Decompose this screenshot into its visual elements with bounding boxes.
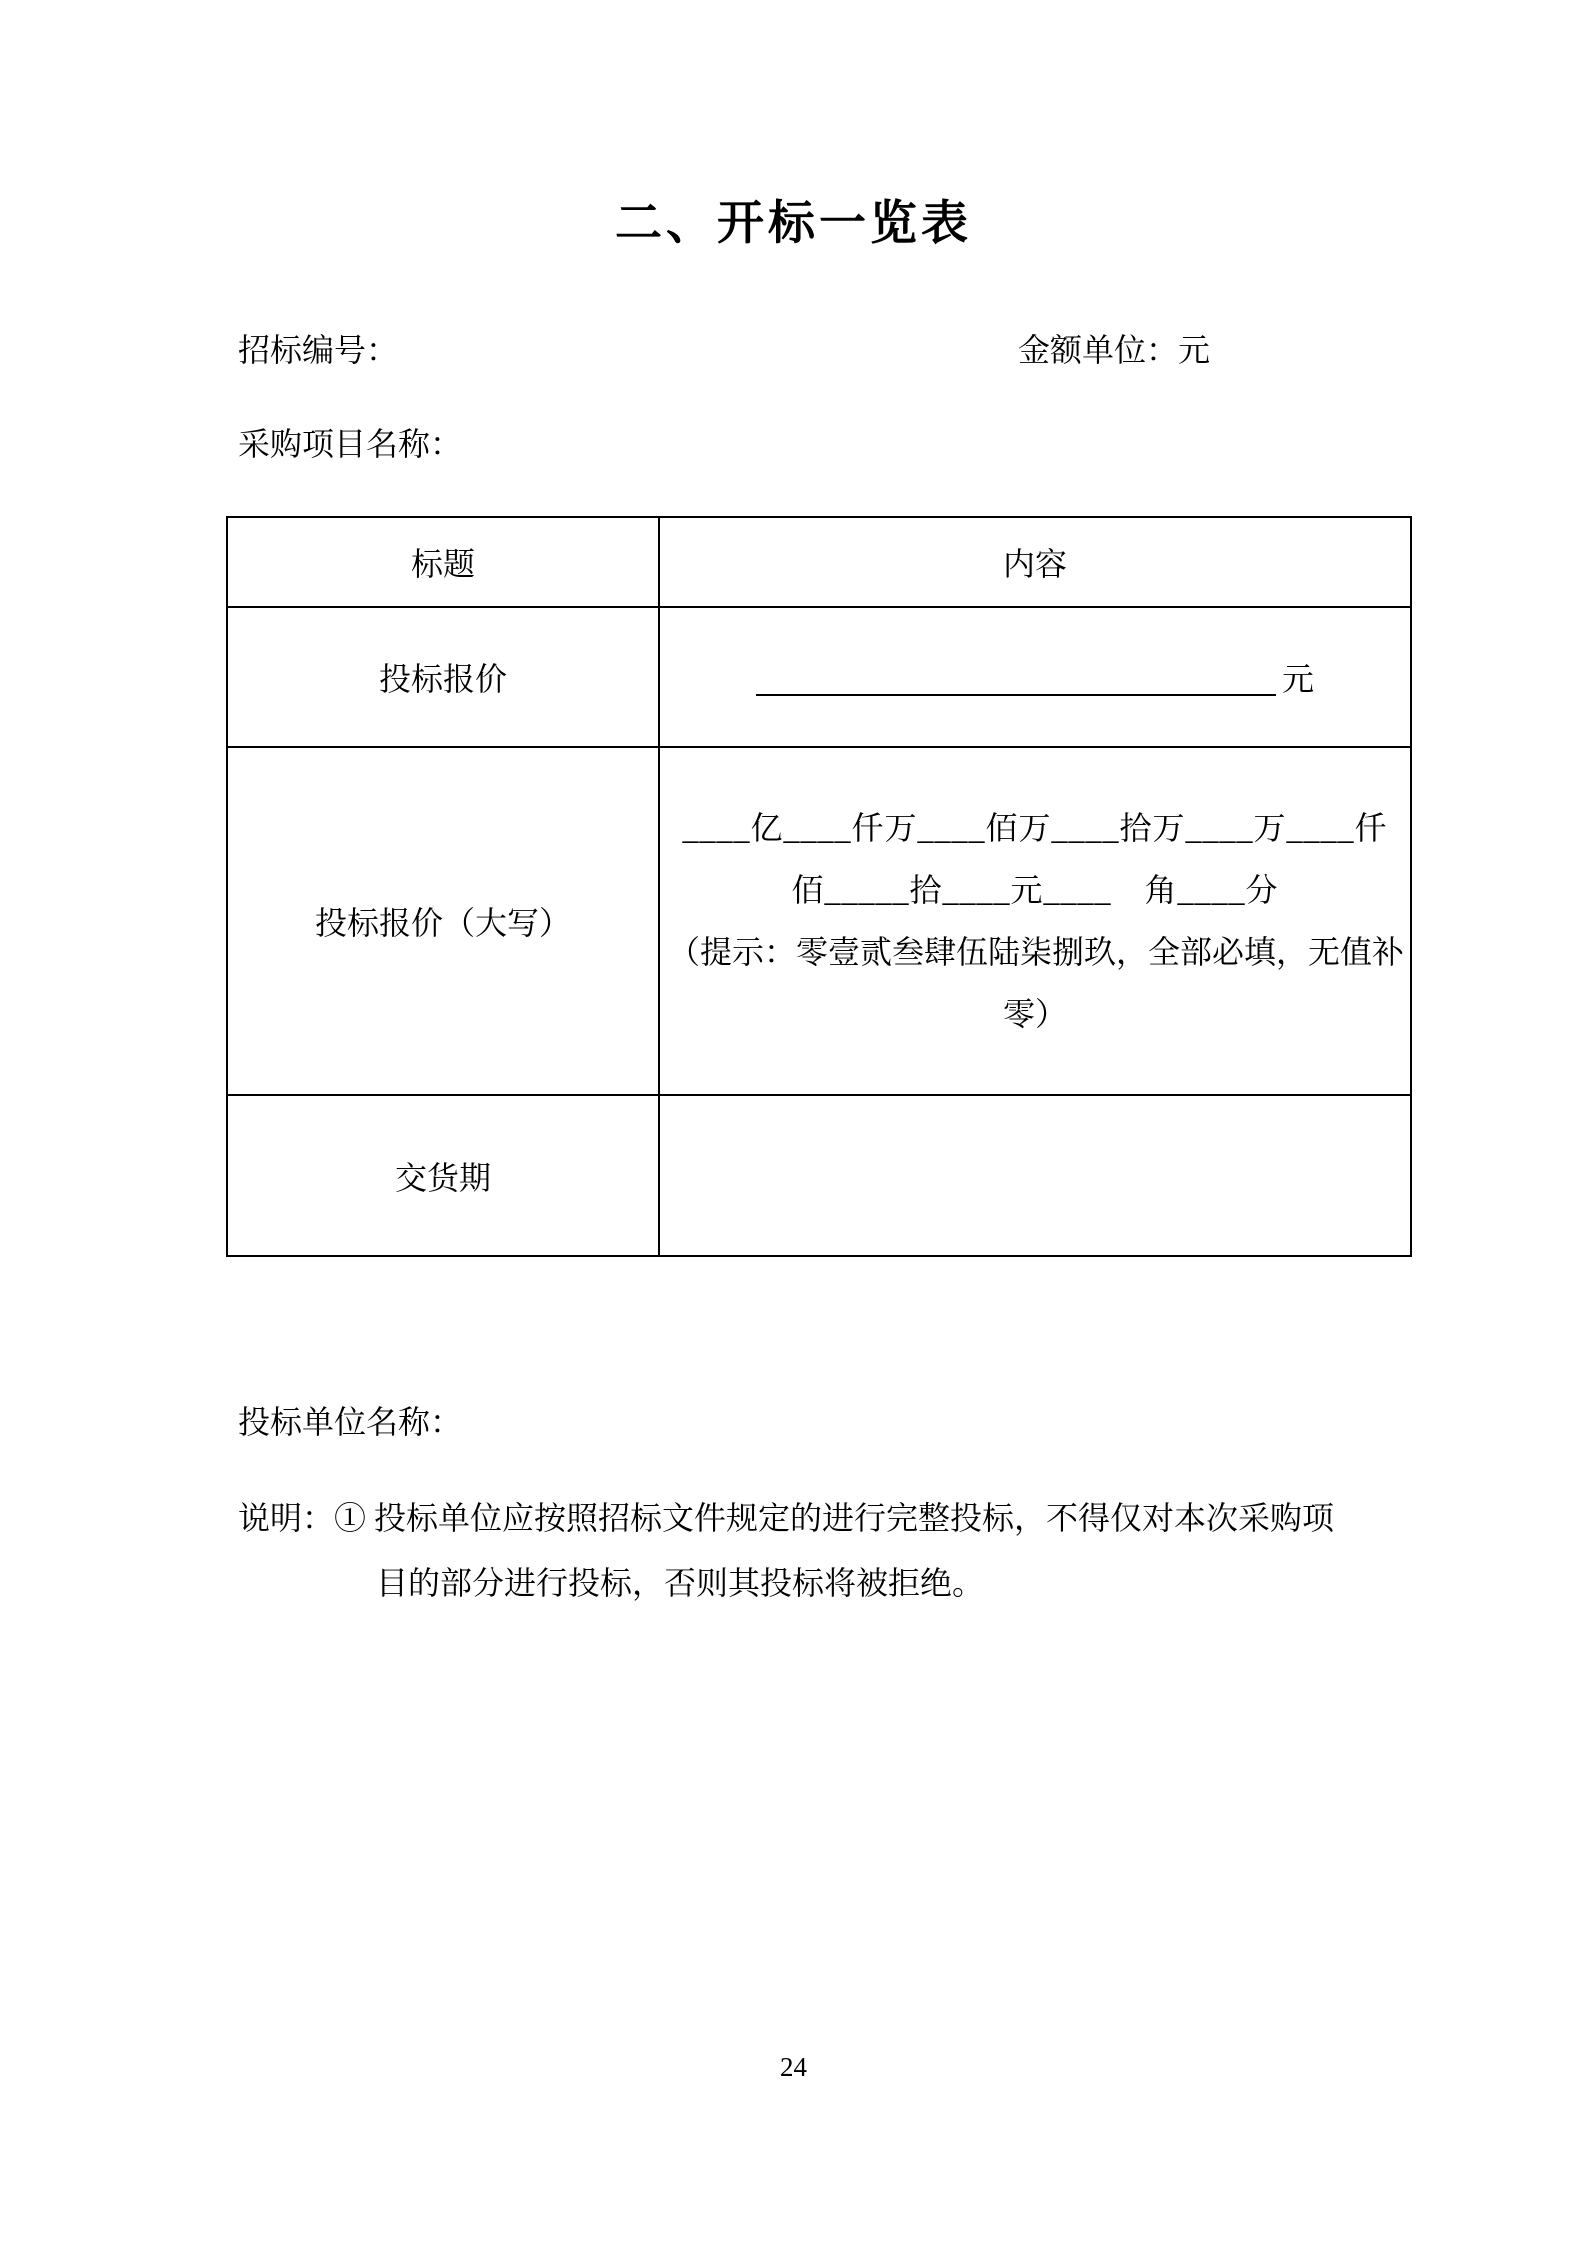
amount-words-line1: ____亿____仟万____佰万____拾万____万____仟: [682, 810, 1388, 846]
note-line2: 目的部分进行投标，否则其投标将被拒绝。: [376, 1565, 985, 1601]
bid-price-cell: [659, 607, 1411, 747]
delivery-period-cell[interactable]: [659, 1095, 1411, 1256]
delivery-period-label: 交货期: [227, 1095, 659, 1256]
table-row-bid-price: [227, 607, 1411, 747]
header-cell-content: 内容: [659, 517, 1411, 607]
amount-words-hint-line1: （提示：零壹贰叁肆伍陆柒捌玖，全部必填，无值补: [668, 934, 1405, 970]
page-title: 二、开标一览表: [615, 198, 972, 250]
note-paragraph: [238, 1486, 1478, 1616]
table-row-bid-price-words: [227, 747, 1411, 1095]
bid-opening-table: [226, 516, 1412, 1257]
bidder-name-label: 投标单位名称：: [238, 1404, 463, 1440]
bid-price-label: 投标报价: [227, 607, 659, 747]
header-cell-title: 标题: [227, 517, 659, 607]
project-name-label: 采购项目名称：: [238, 426, 463, 462]
table-row-delivery-period: [227, 1095, 1411, 1256]
bid-price-blank-field[interactable]: [756, 664, 1276, 696]
tender-number-label: 招标编号：: [238, 332, 399, 368]
amount-words-hint-line2: 零）: [1002, 996, 1067, 1032]
amount-unit-label: 金额单位：元: [1018, 332, 1211, 368]
bid-price-words-label: 投标报价（大写）: [227, 747, 659, 1095]
table-header-row: [227, 517, 1411, 607]
note-line1: 说明：① 投标单位应按照招标文件规定的进行完整投标，不得仅对本次采购项: [238, 1500, 1335, 1536]
amount-words-line2: 佰_____拾____元____ 角____分: [791, 872, 1279, 908]
bid-price-unit: 元: [1281, 661, 1314, 697]
bid-price-words-cell[interactable]: [659, 747, 1411, 1095]
page-number: 24: [780, 2052, 807, 2082]
